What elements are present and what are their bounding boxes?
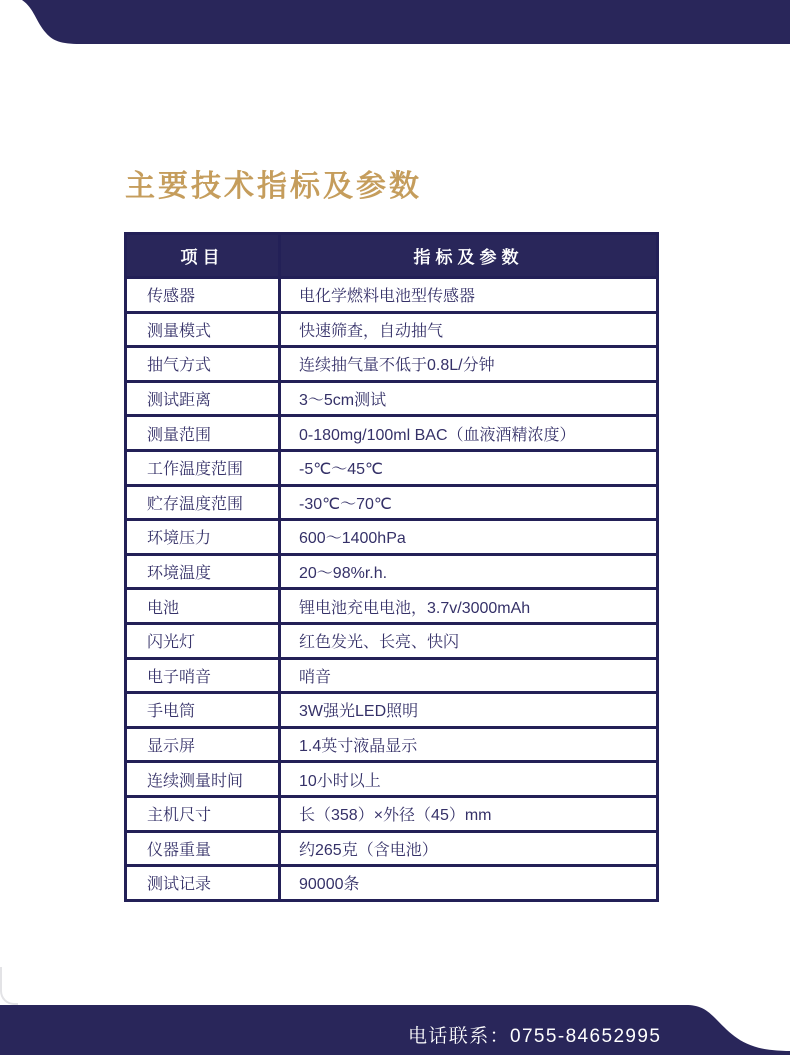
- spec-value-cell: 0-180mg/100ml BAC（血液酒精浓度）: [280, 416, 658, 451]
- spec-value-cell: 约265克（含电池）: [280, 831, 658, 866]
- spec-value-cell: 红色发光、长亮、快闪: [280, 623, 658, 658]
- phone-contact-label: 电话联系：0755-84652995: [408, 1026, 662, 1047]
- spec-item-cell: 连续测量时间: [126, 762, 280, 797]
- spec-item-cell: 电子哨音: [126, 658, 280, 693]
- spec-table: [124, 232, 659, 902]
- spec-item-cell: 贮存温度范围: [126, 485, 280, 520]
- spec-value-cell: 3～5cm测试: [280, 381, 658, 416]
- spec-item-cell: 测量模式: [126, 312, 280, 347]
- spec-value-cell: 哨音: [280, 658, 658, 693]
- spec-value-cell: 快速筛查，自动抽气: [280, 312, 658, 347]
- spec-value-cell: 3W强光LED照明: [280, 693, 658, 728]
- table-row: [126, 693, 658, 728]
- spec-value-cell: 1.4英寸液晶显示: [280, 727, 658, 762]
- table-row: [126, 450, 658, 485]
- table-row: [126, 796, 658, 831]
- page-title: 主要技术指标及参数: [125, 170, 422, 203]
- table-row: [126, 866, 658, 901]
- spec-item-cell: 测试记录: [126, 866, 280, 901]
- table-row: [126, 416, 658, 451]
- table-row: [126, 658, 658, 693]
- table-row: [126, 381, 658, 416]
- top-banner-shape: [0, 0, 790, 46]
- spec-item-cell: 环境温度: [126, 554, 280, 589]
- spec-value-cell: -30℃～70℃: [280, 485, 658, 520]
- spec-item-cell: 测试距离: [126, 381, 280, 416]
- spec-value-cell: 90000条: [280, 866, 658, 901]
- spec-item-cell: 传感器: [126, 278, 280, 313]
- spec-value-cell: 600～1400hPa: [280, 520, 658, 555]
- spec-item-cell: 手电筒: [126, 693, 280, 728]
- table-row: [126, 485, 658, 520]
- spec-item-cell: 抽气方式: [126, 347, 280, 382]
- rounded-corner-decoration: [0, 967, 18, 1005]
- spec-value-cell: 连续抽气量不低于0.8L/分钟: [280, 347, 658, 382]
- spec-value-cell: -5℃～45℃: [280, 450, 658, 485]
- spec-value-cell: 锂电池充电电池，3.7v/3000mAh: [280, 589, 658, 624]
- spec-item-cell: 主机尺寸: [126, 796, 280, 831]
- spec-item-cell: 显示屏: [126, 727, 280, 762]
- table-row: [126, 554, 658, 589]
- spec-value-cell: 10小时以上: [280, 762, 658, 797]
- spec-value-cell: 电化学燃料电池型传感器: [280, 278, 658, 313]
- table-row: [126, 623, 658, 658]
- spec-item-cell: 工作温度范围: [126, 450, 280, 485]
- spec-value-cell: 20～98%r.h.: [280, 554, 658, 589]
- spec-value-cell: 长（358）×外径（45）mm: [280, 796, 658, 831]
- table-row: [126, 312, 658, 347]
- table-row: [126, 278, 658, 313]
- table-row: [126, 589, 658, 624]
- table-row: [126, 762, 658, 797]
- table-row: [126, 831, 658, 866]
- table-row: [126, 520, 658, 555]
- table-row: [126, 727, 658, 762]
- table-row: [126, 347, 658, 382]
- spec-item-cell: 闪光灯: [126, 623, 280, 658]
- spec-table-body: [126, 278, 658, 901]
- footer-banner-shape: [0, 1005, 790, 1055]
- table-header-row: [126, 234, 658, 278]
- column-header-value: 指标及参数: [280, 234, 658, 278]
- spec-item-cell: 电池: [126, 589, 280, 624]
- spec-item-cell: 仪器重量: [126, 831, 280, 866]
- column-header-item: 项目: [126, 234, 280, 278]
- spec-item-cell: 测量范围: [126, 416, 280, 451]
- spec-item-cell: 环境压力: [126, 520, 280, 555]
